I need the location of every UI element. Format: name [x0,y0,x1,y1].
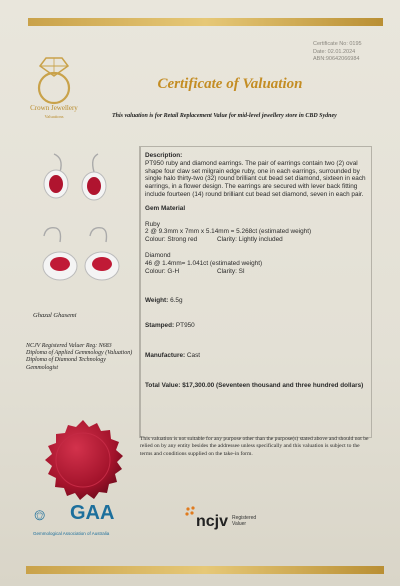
earrings-photo [30,150,126,290]
valuer-registration: NCJV Registered Valuer Reg: N683 [26,343,112,349]
gem-material-label: Gem Material [145,204,186,212]
stamped-label: Stamped: [145,322,175,330]
valuer-title: Gemmologist [26,364,58,371]
page-title: Certificate of Valuation [157,76,303,92]
stamped-value: PT950 [175,322,195,330]
ruby-colour: Colour: Strong red [145,236,198,244]
earring-front-right [82,154,106,200]
valuer-diploma-2: Diploma of Diamond Technology [26,357,106,364]
description-text: PT950 ruby and diamond earrings. The pair of earrings contain two (2) oval shape four claw set milgrain edge ruby, one in each earrings, surrounded by single halo thirty-two (32) round brilliant cut bead set diamond, sixteen in each earrings, in a flower design. The earrings are secured with lever back fitting include fourteen (14) round brilliant cut bead set diamond, seven in each pair. [145,159,366,198]
gaa-wordmark: GAA [70,502,115,524]
diamond-colour: Colour: G-H [145,267,180,275]
ruby-name: Ruby [145,220,160,228]
certificate-number: Certificate No: 0195 [313,41,362,47]
description-label: Description: [145,152,183,159]
total-value-amount: $17,300.00 (Seventeen thousand and three hundred dollars) [182,381,364,389]
gold-border-top [28,18,383,26]
ruby-clarity: Clarity: Lightly included [217,236,283,244]
manufacture-value: Cast [186,351,201,359]
brand-tagline: Valuations [44,114,64,119]
earring-side-right [85,228,119,280]
diamond-size: 46 @ 1.4mm= 1.041ct (estimated weight) [145,259,263,267]
total-value-row [145,382,367,390]
ruby-size: 2 @ 9.3mm x 7mm x 5.14mm = 5.268ct (estimated weight) [145,228,312,236]
ncjv-caption [232,515,256,527]
details-divider [140,147,141,437]
earring-front-left [44,154,68,198]
valuer-diploma-1: Diploma of Applied Gemmology (Valuation) [26,350,133,357]
valuer-credentials [26,343,132,372]
earring-side-left [43,228,77,280]
stamped-row [145,322,367,330]
ncjv-wordmark: ncjv [196,513,229,530]
diamond-name: Diamond [145,251,171,259]
ncjv-registered: Registered [232,515,257,521]
ruby-attributes [145,236,367,244]
total-value-label: Total Value: [145,381,181,389]
gold-border-bottom [26,566,384,574]
certificate-info [313,41,362,64]
wax-seal-icon [40,418,126,504]
valuation-subtitle: This valuation is for Retail Replacement Value for mid-level jewellery store in CBD Sydney [112,113,337,119]
weight-value: 6.5g [170,297,183,305]
ncjv-valuer: Valuer [232,521,247,527]
gaa-full-name: Gemmological Association of Australia [33,531,110,536]
manufacture-label: Manufacture: [145,351,186,359]
disclaimer-text: This valuation is not suitable for any purpose other than the purpose(s) stated above and should not be relied on by any entity besides the addressee unless specifically and this valuation is subject to the terms and conditions supplied on the take-in form. [140,436,369,457]
weight-row [145,297,367,305]
diamond-attributes [145,268,367,276]
certificate-date: Date: 02.01.2024 [313,48,356,55]
abn-number: ABN:90642066984 [313,56,360,62]
manufacture-row [145,352,367,360]
details-content [145,152,367,390]
brand-name: Crown Jewellery [30,104,78,112]
diamond-clarity: Clarity: SI [217,267,245,275]
weight-label: Weight: [145,297,169,305]
valuer-signature: Ghazal Ghasemi [33,312,77,319]
